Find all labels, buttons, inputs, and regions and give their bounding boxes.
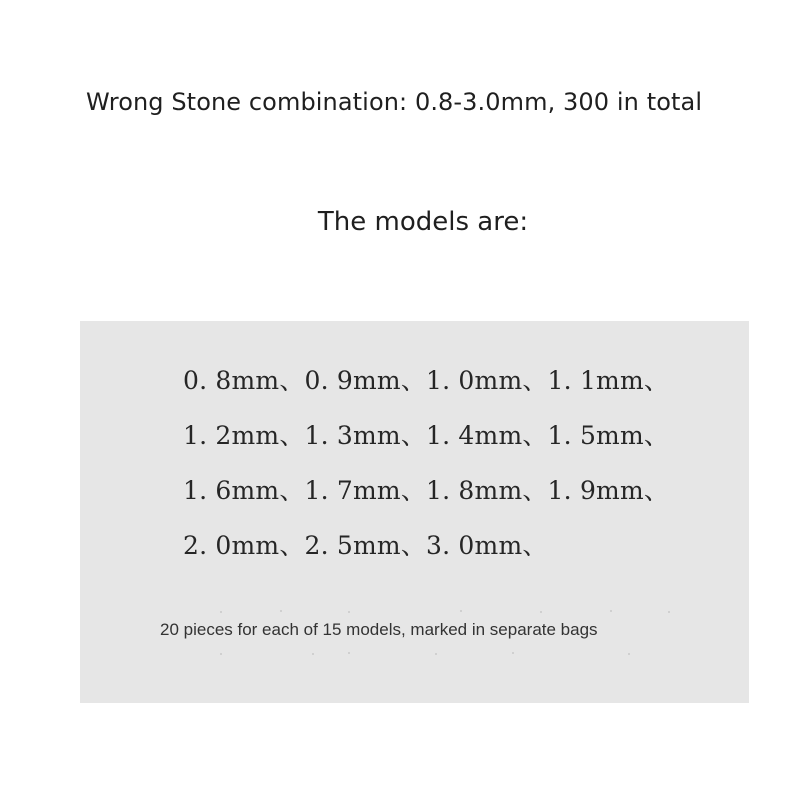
model-row: 1. 6mm、1. 7mm、1. 8mm、1. 9mm、 bbox=[183, 476, 670, 505]
speck-decoration bbox=[220, 611, 222, 613]
speck-decoration bbox=[628, 653, 630, 655]
speck-decoration bbox=[348, 652, 350, 654]
speck-decoration bbox=[460, 610, 462, 612]
speck-decoration bbox=[312, 653, 314, 655]
model-row: 1. 2mm、1. 3mm、1. 4mm、1. 5mm、 bbox=[183, 421, 670, 450]
speck-decoration bbox=[435, 653, 437, 655]
model-row: 0. 8mm、0. 9mm、1. 0mm、1. 1mm、 bbox=[183, 366, 670, 395]
speck-decoration bbox=[512, 652, 514, 654]
page-title: Wrong Stone combination: 0.8-3.0mm, 300 in total bbox=[86, 88, 703, 116]
models-panel bbox=[80, 321, 749, 703]
model-row: 2. 0mm、2. 5mm、3. 0mm、 bbox=[183, 531, 548, 560]
speck-decoration bbox=[668, 611, 670, 613]
speck-decoration bbox=[610, 610, 612, 612]
models-heading: The models are: bbox=[317, 207, 529, 237]
speck-decoration bbox=[348, 611, 350, 613]
packaging-note: 20 pieces for each of 15 models, marked in separate bags bbox=[160, 620, 598, 639]
speck-decoration bbox=[220, 653, 222, 655]
speck-decoration bbox=[280, 610, 282, 612]
speck-decoration bbox=[540, 611, 542, 613]
